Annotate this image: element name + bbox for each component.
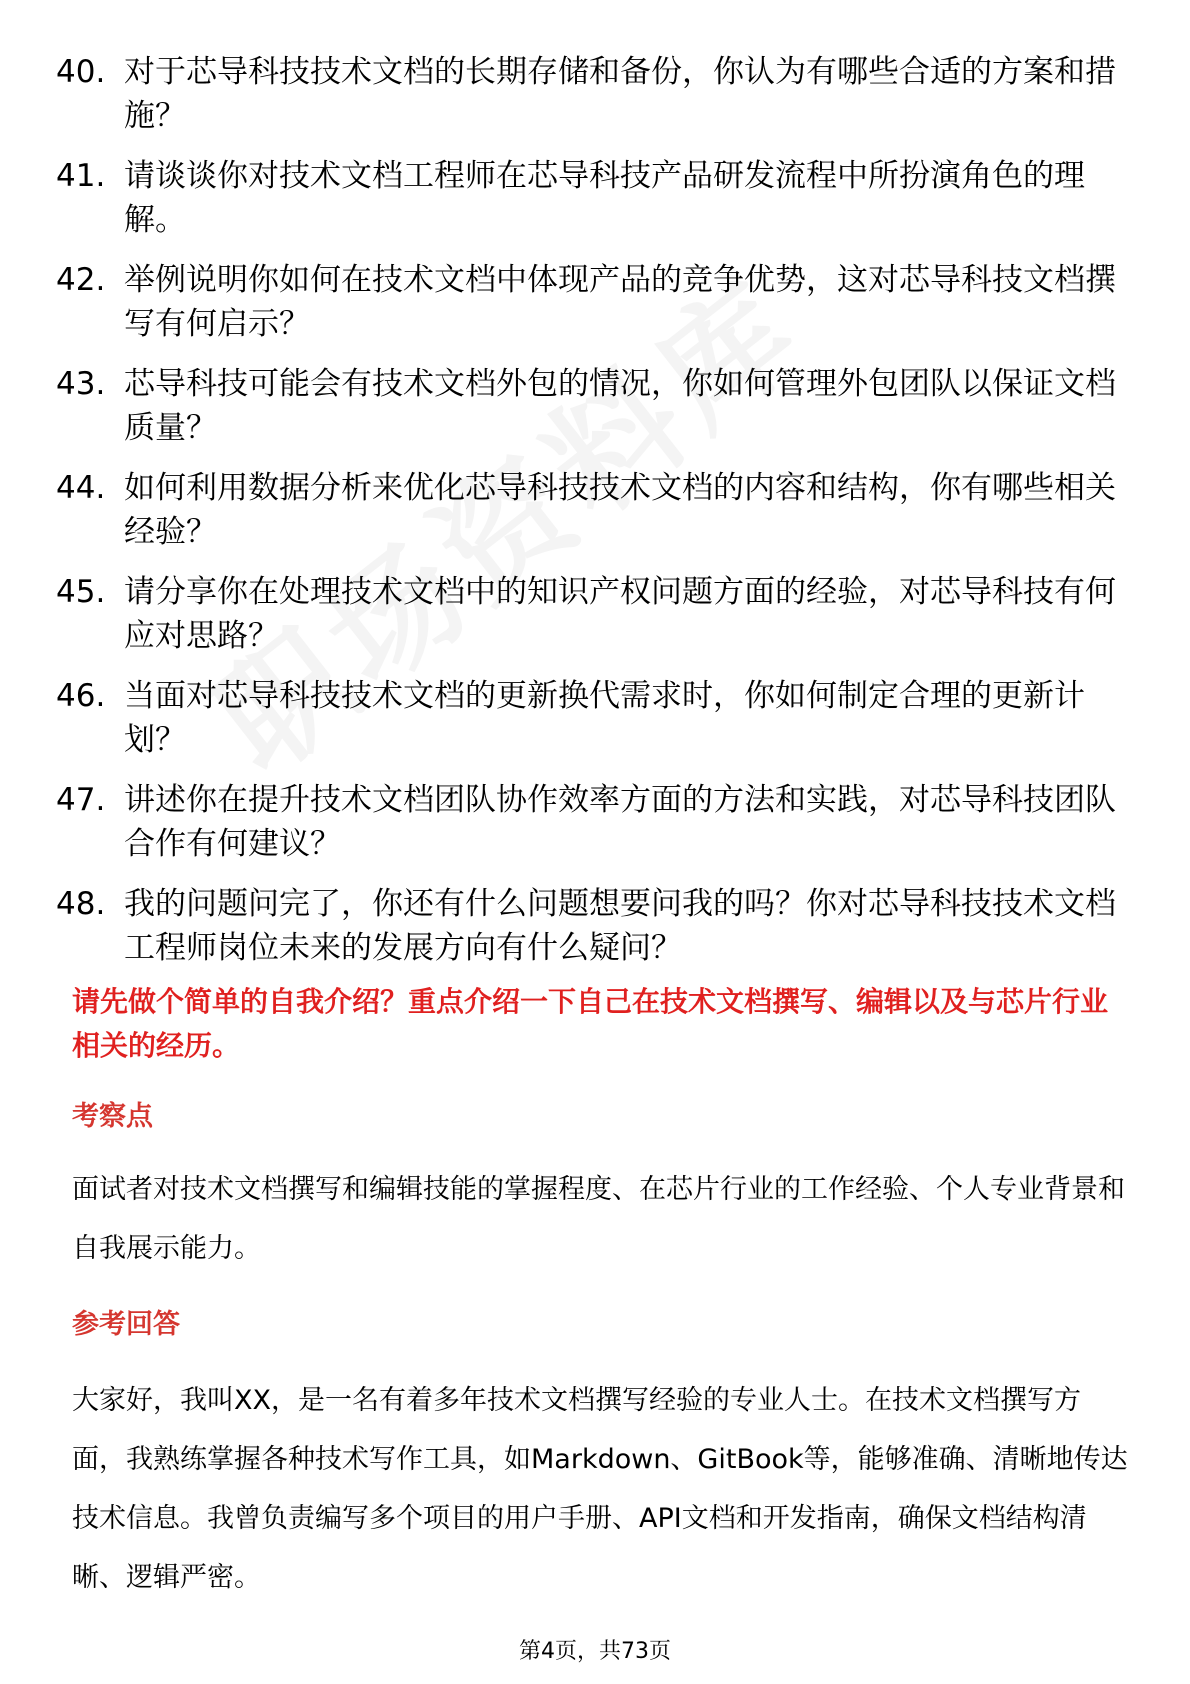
question-number: 47. — [56, 782, 106, 818]
question-text: 如何利用数据分析来优化芯导科技技术文档的内容和结构，你有哪些相关经验？ — [124, 470, 1116, 550]
question-number: 48. — [56, 886, 106, 922]
focus-text: 面试者对技术文档撰写和编辑技能的掌握程度、在芯片行业的工作经验、个人专业背景和自我展示能力。 — [72, 1174, 1125, 1264]
question-text: 请谈谈你对技术文档工程师在芯导科技产品研发流程中所扮演角色的理解。 — [124, 158, 1085, 238]
question-number: 41. — [56, 158, 106, 194]
question-text: 我的问题问完了，你还有什么问题想要问我的吗？你对芯导科技技术文档工程师岗位未来的发展方向有什么疑问？ — [124, 886, 1116, 966]
question-text: 举例说明你如何在技术文档中体现产品的竞争优势，这对芯导科技文档撰写有何启示？ — [124, 262, 1116, 342]
question-item — [56, 882, 1116, 970]
question-text: 芯导科技可能会有技术文档外包的情况，你如何管理外包团队以保证文档质量？ — [124, 366, 1116, 446]
question-number: 40. — [56, 54, 106, 90]
question-number: 42. — [56, 262, 106, 298]
question-item — [56, 466, 1116, 554]
question-item — [56, 258, 1116, 346]
question-item — [56, 778, 1116, 866]
question-item — [56, 154, 1116, 242]
answer-label: 参考回答 — [72, 1309, 180, 1340]
answer-text: 大家好，我叫XX，是一名有着多年技术文档撰写经验的专业人士。在技术文档撰写方面，我熟练掌握各种技术写作工具，如Markdown、GitBook等，能够准确、清晰地传达技术信息。我曾负责编写多个项目的用户手册、API文档和开发指南，确保文档结构清晰、逻辑严密。 — [72, 1385, 1128, 1593]
question-item — [56, 570, 1116, 658]
focus-label: 考察点 — [72, 1101, 153, 1132]
question-item — [56, 674, 1116, 762]
intro-question-heading: 请先做个简单的自我介绍？重点介绍一下自己在技术文档撰写、编辑以及与芯片行业相关的经历。 — [72, 985, 1109, 1062]
question-number: 44. — [56, 470, 106, 506]
question-number: 45. — [56, 574, 106, 610]
page-footer: 第4页，共73页 — [519, 1639, 671, 1664]
question-list — [56, 50, 1116, 986]
question-text: 请分享你在处理技术文档中的知识产权问题方面的经验，对芯导科技有何应对思路？ — [124, 574, 1116, 654]
question-text: 讲述你在提升技术文档团队协作效率方面的方法和实践，对芯导科技团队合作有何建议？ — [124, 782, 1116, 862]
question-number: 46. — [56, 678, 106, 714]
question-text: 对于芯导科技技术文档的长期存储和备份，你认为有哪些合适的方案和措施？ — [124, 54, 1116, 134]
question-item — [56, 50, 1116, 138]
question-number: 43. — [56, 366, 106, 402]
question-text: 当面对芯导科技技术文档的更新换代需求时，你如何制定合理的更新计划？ — [124, 678, 1085, 758]
question-item — [56, 362, 1116, 450]
